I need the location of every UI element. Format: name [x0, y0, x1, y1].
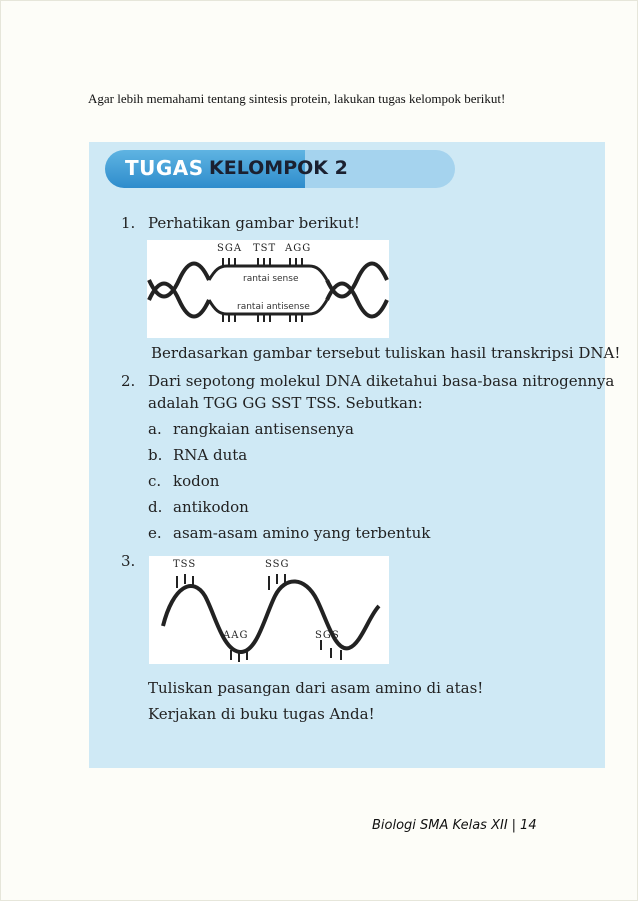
q1-instruction: Berdasarkan gambar tersebut tuliskan hasil transkripsi DNA! — [151, 344, 621, 362]
codon-label: SGA — [217, 243, 243, 254]
antisense-strand-label: rantai antisense — [237, 302, 310, 312]
q2-item-letter: e. — [148, 524, 162, 542]
q2-number: 2. — [121, 372, 136, 390]
footer-separator: | — [511, 818, 517, 833]
q2-item-letter: d. — [148, 498, 163, 516]
page-number: 14 — [520, 818, 537, 833]
codon-label: TSS — [173, 559, 197, 570]
q1-text: Perhatikan gambar berikut! — [148, 214, 360, 232]
q2-item-text: rangkaian antisensenya — [173, 420, 354, 438]
codon-label: SGS — [315, 630, 340, 641]
wave-diagram — [149, 556, 389, 664]
tab-kelompok-label: KELOMPOK 2 — [209, 157, 348, 179]
q2-item-letter: c. — [148, 472, 162, 490]
footer-book-title: Biologi SMA Kelas XII — [372, 818, 508, 833]
codon-label: AGG — [285, 243, 312, 254]
codon-label: TST — [253, 243, 277, 254]
dna-diagram — [147, 240, 389, 338]
q3-line2: Kerjakan di buku tugas Anda! — [148, 705, 375, 723]
q2-item-text: RNA duta — [173, 446, 248, 464]
page-footer — [372, 818, 537, 833]
q3-line1: Tuliskan pasangan dari asam amino di atas! — [148, 679, 484, 697]
q2-item-text: asam-asam amino yang terbentuk — [173, 524, 431, 542]
q3-number: 3. — [121, 552, 136, 570]
q2-item-text: antikodon — [173, 498, 249, 516]
q1-number: 1. — [121, 214, 136, 232]
tab-tugas-label: TUGAS — [125, 156, 204, 180]
q2-item-letter: b. — [148, 446, 163, 464]
task-box — [89, 142, 621, 768]
intro-text: Agar lebih memahami tentang sintesis protein, lakukan tugas kelompok berikut! — [88, 91, 506, 106]
dna-figure — [147, 240, 389, 338]
codon-label: SSG — [265, 559, 290, 570]
codon-label: AAG — [223, 630, 249, 641]
sense-strand-label: rantai sense — [243, 274, 299, 284]
q2-text-line1: Dari sepotong molekul DNA diketahui basa-basa nitrogennya — [148, 372, 615, 390]
task-content — [89, 142, 621, 768]
q2-item-letter: a. — [148, 420, 162, 438]
q2-item-text: kodon — [173, 472, 220, 490]
q2-text-line2: adalah TGG GG SST TSS. Sebutkan: — [148, 394, 423, 412]
mrna-wave-figure — [149, 556, 389, 664]
